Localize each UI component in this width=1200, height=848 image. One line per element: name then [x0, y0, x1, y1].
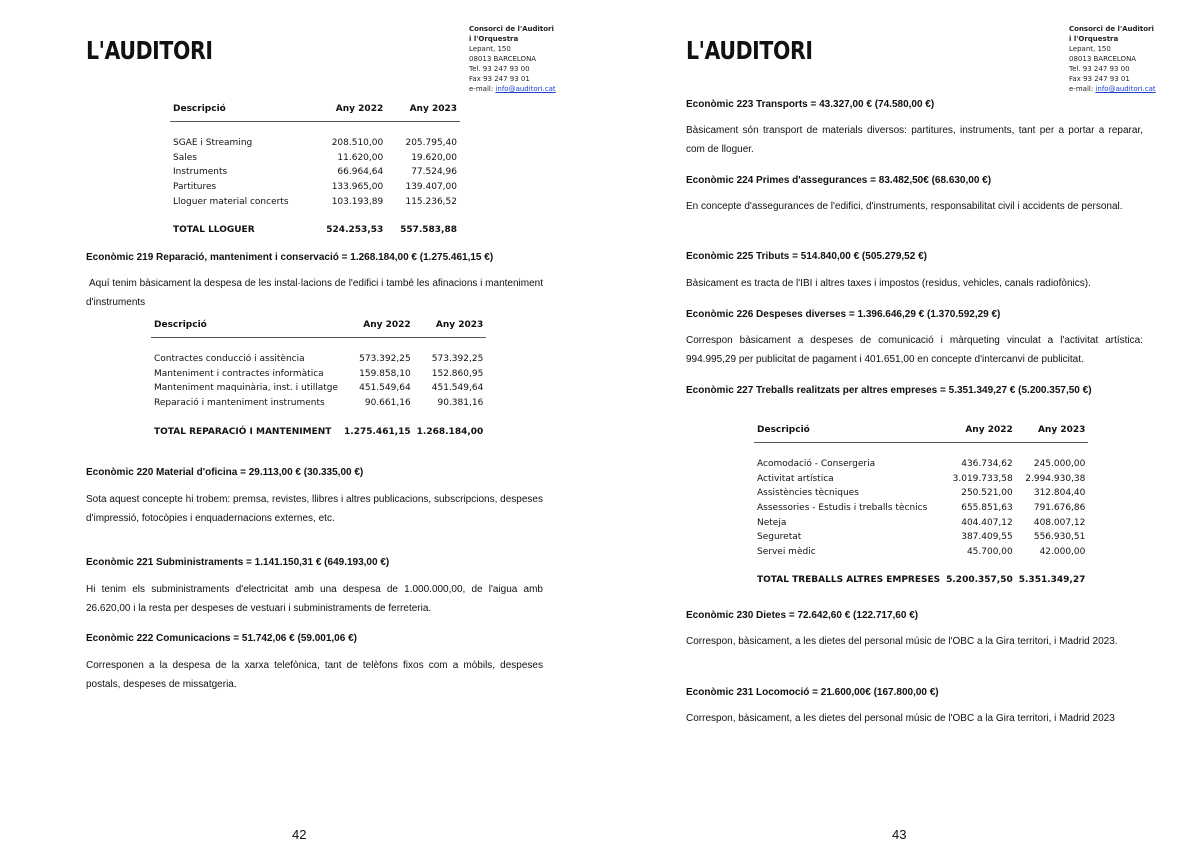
- paragraph-222: Corresponen a la despesa de la xarxa telefònica, tant de telèfons fixos com a mòbils, despeses postals, despeses de missatgeria.: [86, 660, 543, 690]
- cell-value: 655.851,63: [961, 503, 1013, 514]
- cell-description: Partitures: [173, 182, 217, 193]
- table-row: [754, 457, 1088, 472]
- cell-value: 387.409,55: [961, 532, 1013, 543]
- heading-224: Econòmic 224 Primes d'assegurances = 83.482,50€ (68.630,00 €): [686, 175, 992, 186]
- email-link[interactable]: info@auditori.cat: [495, 85, 556, 93]
- cell-value: 45.700,00: [966, 546, 1013, 557]
- column-header: Any 2023: [414, 320, 487, 338]
- table-spacer-row: [754, 443, 1088, 458]
- address-city: 08013 BARCELONA: [1069, 55, 1137, 63]
- cell-value: 791.676,86: [1033, 503, 1086, 514]
- cell-value: 115.236,52: [405, 196, 457, 207]
- cell-description: Contractes conducció i assitència: [154, 354, 305, 365]
- page-number: 42: [292, 827, 307, 842]
- cell-value: 250.521,00: [961, 488, 1013, 499]
- org-name-line1: Consorci de l'Auditori: [1069, 25, 1154, 33]
- address-tel: Tel. 93 247 93 00: [469, 65, 530, 73]
- cell-value: 451.549,64: [431, 383, 484, 394]
- cell-description: Manteniment i contractes informàtica: [154, 368, 324, 379]
- table-total-row: [754, 573, 1088, 588]
- heading-226: Econòmic 226 Despeses diverses = 1.396.646,29 € (1.370.592,29 €): [686, 309, 1001, 320]
- cell-value: 42.000,00: [1039, 546, 1086, 557]
- cell-value: 66.964,64: [337, 167, 384, 178]
- cell-value: 573.392,25: [431, 354, 484, 365]
- table-row: [170, 194, 460, 209]
- column-header: Any 2023: [1016, 425, 1089, 443]
- paragraph-226: Correspon bàsicament a despeses de comunicació i màrqueting vinculat a l'activitat artística: 994.995,29 per publicitat de pagament i 401.651,00 en concepte d'intercanvi de publicitat.: [686, 335, 1143, 365]
- table-spacer-row: [151, 410, 486, 424]
- heading-230: Econòmic 230 Dietes = 72.642,60 € (122.717,60 €): [686, 610, 919, 621]
- cell-value: 451.549,64: [359, 383, 411, 394]
- cell-value: 312.804,40: [1033, 488, 1086, 499]
- table-row: [170, 136, 460, 151]
- column-header: Descripció: [151, 320, 341, 338]
- cell-description: Seguretat: [757, 532, 802, 543]
- cell-value: 103.193,89: [331, 196, 384, 207]
- address-street: Lepant, 150: [1069, 45, 1111, 53]
- cell-description: Assistències tècniques: [757, 488, 859, 499]
- table-row: [754, 501, 1088, 516]
- table-row: [754, 530, 1088, 545]
- table-row: [754, 545, 1088, 560]
- cell-description: Instruments: [173, 167, 228, 178]
- cell-value: 404.407,12: [961, 517, 1013, 528]
- cell-value: 90.381,16: [437, 398, 484, 409]
- table-spacer-row: [151, 338, 486, 353]
- total-value: 5.200.357,50: [946, 575, 1013, 586]
- total-value: 5.351.349,27: [1018, 575, 1086, 586]
- column-header: Any 2022: [312, 104, 386, 122]
- cell-description: Assessories - Estudis i treballs tècnics: [757, 503, 928, 514]
- cell-description: Acomodació - Consergeria: [757, 459, 876, 470]
- cell-value: 408.007,12: [1033, 517, 1086, 528]
- cell-value: 205.795,40: [405, 138, 457, 149]
- cell-value: 152.860,95: [431, 368, 484, 379]
- cell-description: Neteja: [757, 517, 787, 528]
- table-header-row: [151, 320, 486, 338]
- cell-value: 556.930,51: [1033, 532, 1086, 543]
- cell-value: 19.620,00: [411, 152, 457, 163]
- cell-value: 139.407,00: [405, 182, 457, 193]
- email-label: e-mail:: [1069, 85, 1094, 93]
- table-spacer-row: [170, 209, 460, 223]
- paragraph-231: Correspon, bàsicament, a les dietes del personal músic de l'OBC a la Gira territori, i Madrid 2023: [686, 713, 1115, 724]
- org-name-line2: i l'Orquestra: [1069, 35, 1119, 43]
- table-row: [151, 396, 486, 411]
- table-row: [754, 486, 1088, 501]
- heading-220: Econòmic 220 Material d'oficina = 29.113,00 € (30.335,00 €): [86, 467, 364, 478]
- paragraph-223: Bàsicament són transport de materials diversos: partitures, instruments, tant per a portar a reparar, com de lloguer.: [686, 125, 1143, 155]
- table-row: [754, 515, 1088, 530]
- paragraph-221: Hi tenim els subministraments d'electricitat amb una despesa de 1.000.000,00, de l'aigua amb 26.620,00 i la resta per despeses de vestuari i subministraments de ferreteria.: [86, 584, 543, 614]
- table-row: [170, 165, 460, 180]
- lloguer-table: [170, 104, 460, 238]
- column-header: Descripció: [170, 104, 312, 122]
- address-street: Lepant, 150: [469, 45, 511, 53]
- heading-231: Econòmic 231 Locomoció = 21.600,00€ (167.800,00 €): [686, 687, 939, 698]
- address-fax: Fax 93 247 93 01: [1069, 75, 1130, 83]
- address-block: [469, 24, 556, 94]
- auditori-logo: L'AUDITORI: [686, 36, 813, 65]
- auditori-logo: L'AUDITORI: [86, 36, 213, 65]
- table-row: [151, 352, 486, 367]
- column-header: Descripció: [754, 425, 943, 443]
- total-value: 1.275.461,15: [344, 426, 411, 437]
- heading-222: Econòmic 222 Comunicacions = 51.742,06 € (59.001,06 €): [86, 633, 357, 644]
- table-row: [170, 151, 460, 166]
- total-value: 524.253,53: [326, 225, 384, 236]
- total-value: 1.268.184,00: [416, 426, 484, 437]
- email-link[interactable]: info@auditori.cat: [1095, 85, 1156, 93]
- paragraph-225: Bàsicament es tracta de l'IBI i altres taxes i impostos (residus, vehicles, canals radiofònics).: [686, 278, 1091, 289]
- cell-value: 11.620,00: [337, 152, 384, 163]
- paragraph-220: Sota aquest concepte hi trobem: premsa, revistes, llibres i altres publicacions, subscripcions, despeses d'impressió, fotocòpies i enquadernacions externes, etc.: [86, 494, 543, 524]
- table-header-row: [170, 104, 460, 122]
- column-header: Any 2022: [341, 320, 414, 338]
- cell-description: Activitat artística: [757, 473, 834, 484]
- table-row: [151, 367, 486, 382]
- paragraph-230: Correspon, bàsicament, a les dietes del personal músic de l'OBC a la Gira territori, i Madrid 2023.: [686, 636, 1118, 647]
- page-43: [600, 0, 1200, 848]
- paragraph-224: En concepte d'assegurances de l'edifici, d'instruments, responsabilitat civil i accidents de personal.: [686, 201, 1123, 212]
- column-header: Any 2022: [943, 425, 1016, 443]
- heading-219: Econòmic 219 Reparació, manteniment i conservació = 1.268.184,00 € (1.275.461,15 €): [86, 252, 494, 263]
- address-email-line: [469, 84, 556, 94]
- cell-description: Sales: [173, 152, 197, 163]
- address-fax: Fax 93 247 93 01: [469, 75, 530, 83]
- treballs-table: [754, 425, 1088, 588]
- cell-description: Servei mèdic: [757, 546, 816, 557]
- cell-value: 208.510,00: [331, 138, 384, 149]
- cell-description: Reparació i manteniment instruments: [154, 398, 325, 409]
- cell-value: 436.734,62: [961, 459, 1013, 470]
- cell-value: 2.994.930,38: [1025, 473, 1086, 484]
- cell-value: 133.965,00: [331, 182, 384, 193]
- table-spacer-row: [754, 559, 1088, 573]
- cell-value: 245.000,00: [1033, 459, 1086, 470]
- heading-221: Econòmic 221 Subministraments = 1.141.150,31 € (649.193,00 €): [86, 557, 390, 568]
- org-name-line2: i l'Orquestra: [469, 35, 519, 43]
- table-row: [754, 472, 1088, 487]
- table-total-row: [170, 223, 460, 238]
- page-number: 43: [892, 827, 907, 842]
- cell-value: 3.019.733,58: [952, 473, 1013, 484]
- address-city: 08013 BARCELONA: [469, 55, 537, 63]
- email-label: e-mail:: [469, 85, 494, 93]
- cell-value: 77.524,96: [411, 167, 457, 178]
- reparacio-table: [151, 320, 486, 439]
- heading-225: Econòmic 225 Tributs = 514.840,00 € (505.279,52 €): [686, 251, 927, 262]
- total-label: TOTAL LLOGUER: [173, 225, 255, 236]
- total-label: TOTAL REPARACIÓ I MANTENIMENT: [154, 426, 332, 437]
- heading-223: Econòmic 223 Transports = 43.327,00 € (74.580,00 €): [686, 99, 935, 110]
- column-header: Any 2023: [386, 104, 460, 122]
- table-total-row: [151, 424, 486, 439]
- cell-value: 573.392,25: [359, 354, 411, 365]
- total-value: 557.583,88: [400, 225, 457, 236]
- table-header-row: [754, 425, 1088, 443]
- paragraph-219: Aquí tenim bàsicament la despesa de les instal·lacions de l'edifici i també les afinacions i manteniment d'instruments: [86, 278, 543, 308]
- heading-227: Econòmic 227 Treballs realitzats per altres empreses = 5.351.349,27 € (5.200.357,50 €): [686, 385, 1092, 396]
- cell-description: SGAE i Streaming: [173, 138, 253, 149]
- address-email-line: [1069, 84, 1156, 94]
- table-row: [151, 381, 486, 396]
- cell-description: Manteniment maquinària, inst. i utillatge: [154, 383, 339, 394]
- cell-description: Lloguer material concerts: [173, 196, 289, 207]
- address-tel: Tel. 93 247 93 00: [1069, 65, 1130, 73]
- cell-value: 90.661,16: [364, 398, 411, 409]
- table-spacer-row: [170, 122, 460, 137]
- org-name-line1: Consorci de l'Auditori: [469, 25, 554, 33]
- address-block: [1069, 24, 1156, 94]
- total-label: TOTAL TREBALLS ALTRES EMPRESES: [757, 575, 941, 586]
- table-row: [170, 180, 460, 195]
- cell-value: 159.858,10: [359, 368, 411, 379]
